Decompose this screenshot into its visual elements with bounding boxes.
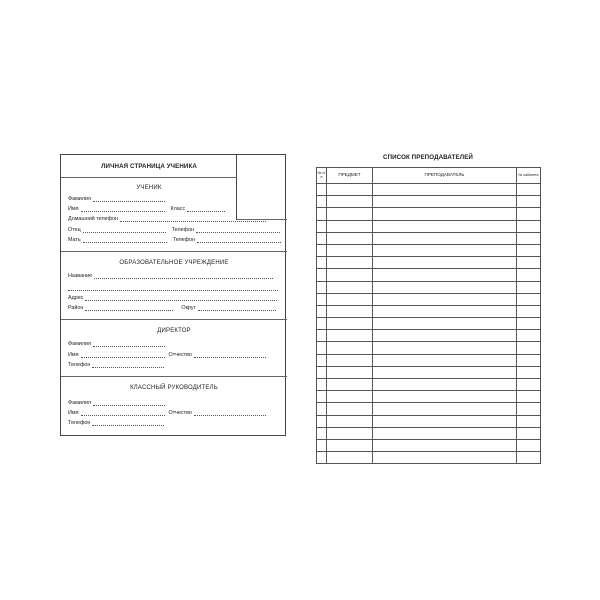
section-divider-3 — [61, 376, 287, 377]
table-row — [317, 293, 541, 305]
table-cell[interactable] — [373, 354, 517, 366]
teachers-list-title: СПИСОК ПРЕПОДАВАТЕЛЕЙ — [383, 154, 473, 161]
table-row — [317, 403, 541, 415]
table-cell[interactable] — [317, 452, 327, 464]
table-cell[interactable] — [327, 196, 373, 208]
table-cell[interactable] — [517, 244, 541, 256]
student-class-field[interactable] — [187, 206, 225, 212]
table-cell[interactable] — [327, 184, 373, 196]
table-cell[interactable] — [317, 354, 327, 366]
table-cell[interactable] — [327, 220, 373, 232]
table-cell[interactable] — [317, 427, 327, 439]
table-cell[interactable] — [373, 415, 517, 427]
teachers-table — [316, 167, 541, 464]
school-heading: ОБРАЗОВАТЕЛЬНОЕ УЧРЕЖДЕНИЕ — [119, 260, 229, 266]
table-row — [317, 184, 541, 196]
class-teacher-heading: КЛАССНЫЙ РУКОВОДИТЕЛЬ — [130, 385, 218, 391]
school-district-row[interactable]: Район Округ — [68, 305, 276, 311]
school-address-field[interactable] — [85, 295, 277, 301]
school-district-field[interactable] — [85, 305, 173, 311]
table-row — [317, 427, 541, 439]
table-cell[interactable] — [317, 403, 327, 415]
director-phone-row[interactable]: Телефон — [68, 362, 164, 368]
class-teacher-patronymic-field[interactable] — [194, 410, 266, 416]
table-row — [317, 232, 541, 244]
class-teacher-name-field[interactable] — [81, 410, 165, 416]
table-cell[interactable] — [317, 439, 327, 451]
table-cell[interactable] — [317, 391, 327, 403]
table-cell[interactable] — [327, 366, 373, 378]
table-cell[interactable] — [373, 281, 517, 293]
table-row — [317, 318, 541, 330]
father-phone-field[interactable] — [196, 227, 280, 233]
table-cell[interactable] — [517, 293, 541, 305]
table-row — [317, 366, 541, 378]
table-row — [317, 415, 541, 427]
table-cell[interactable] — [327, 318, 373, 330]
table-row — [317, 379, 541, 391]
col-room-header: № кабинета — [517, 168, 541, 184]
table-row — [317, 269, 541, 281]
table-cell[interactable] — [327, 354, 373, 366]
table-cell[interactable] — [327, 415, 373, 427]
table-cell[interactable] — [327, 427, 373, 439]
director-surname-field[interactable] — [93, 341, 165, 347]
table-cell[interactable] — [517, 452, 541, 464]
table-cell[interactable] — [317, 379, 327, 391]
table-cell[interactable] — [327, 281, 373, 293]
father-row[interactable]: Отец Телефон — [68, 227, 280, 233]
table-cell[interactable] — [373, 452, 517, 464]
table-row — [317, 208, 541, 220]
table-cell[interactable] — [373, 244, 517, 256]
school-okrug-field[interactable] — [198, 305, 276, 311]
table-cell[interactable] — [327, 330, 373, 342]
table-cell[interactable] — [373, 403, 517, 415]
home-phone-row[interactable]: Домашний телефон — [68, 216, 266, 222]
table-cell[interactable] — [373, 257, 517, 269]
table-cell[interactable] — [517, 439, 541, 451]
table-cell[interactable] — [517, 208, 541, 220]
table-cell[interactable] — [517, 342, 541, 354]
table-cell[interactable] — [317, 366, 327, 378]
table-cell[interactable] — [517, 427, 541, 439]
page-title: ЛИЧНАЯ СТРАНИЦА УЧЕНИКА — [101, 163, 197, 170]
table-cell[interactable] — [517, 354, 541, 366]
table-cell[interactable] — [373, 391, 517, 403]
table-cell[interactable] — [327, 269, 373, 281]
table-cell[interactable] — [517, 318, 541, 330]
school-name-row[interactable]: Название — [68, 273, 273, 279]
table-cell[interactable] — [327, 391, 373, 403]
table-cell[interactable] — [517, 379, 541, 391]
table-cell[interactable] — [317, 244, 327, 256]
table-cell[interactable] — [517, 232, 541, 244]
table-cell[interactable] — [373, 196, 517, 208]
table-cell[interactable] — [327, 439, 373, 451]
table-row — [317, 220, 541, 232]
table-cell[interactable] — [373, 342, 517, 354]
table-cell[interactable] — [517, 366, 541, 378]
table-cell[interactable] — [327, 257, 373, 269]
student-surname-row[interactable]: Фамилия — [68, 196, 165, 202]
table-cell[interactable] — [373, 220, 517, 232]
table-row — [317, 439, 541, 451]
director-name-field[interactable] — [81, 352, 165, 358]
table-cell[interactable] — [373, 366, 517, 378]
table-cell[interactable] — [327, 342, 373, 354]
director-name-row[interactable]: Имя Отчество — [68, 352, 266, 358]
photo-box — [236, 154, 286, 220]
class-teacher-name-row[interactable]: Имя Отчество — [68, 410, 266, 416]
table-cell[interactable] — [373, 208, 517, 220]
table-cell[interactable] — [517, 184, 541, 196]
table-cell[interactable] — [517, 257, 541, 269]
table-row — [317, 196, 541, 208]
table-row — [317, 330, 541, 342]
table-cell[interactable] — [327, 305, 373, 317]
table-cell[interactable] — [327, 293, 373, 305]
table-cell[interactable] — [517, 403, 541, 415]
student-name-field[interactable] — [81, 206, 165, 212]
table-row — [317, 244, 541, 256]
table-cell[interactable] — [317, 415, 327, 427]
col-subject-header: ПРЕДМЕТ — [327, 168, 373, 184]
table-cell[interactable] — [373, 379, 517, 391]
table-cell[interactable] — [517, 305, 541, 317]
table-cell[interactable] — [373, 269, 517, 281]
table-row — [317, 257, 541, 269]
col-num-header: № п/п — [317, 168, 327, 184]
table-cell[interactable] — [373, 330, 517, 342]
school-address-row[interactable]: Адрес — [68, 295, 277, 301]
table-row — [317, 452, 541, 464]
table-cell[interactable] — [317, 342, 327, 354]
table-cell[interactable] — [327, 244, 373, 256]
table-row — [317, 354, 541, 366]
table-cell[interactable] — [317, 257, 327, 269]
father-field[interactable] — [83, 227, 166, 233]
table-cell[interactable] — [327, 208, 373, 220]
class-teacher-phone-row[interactable]: Телефон — [68, 420, 164, 426]
school-name-extra-row[interactable] — [68, 285, 278, 291]
table-cell[interactable] — [517, 269, 541, 281]
teachers-table-body — [317, 184, 541, 464]
table-cell[interactable] — [317, 208, 327, 220]
table-row — [317, 281, 541, 293]
director-phone-field[interactable] — [92, 362, 164, 368]
table-row — [317, 305, 541, 317]
table-cell[interactable] — [317, 281, 327, 293]
table-cell[interactable] — [327, 452, 373, 464]
table-cell[interactable] — [373, 305, 517, 317]
director-patronymic-field[interactable] — [194, 352, 266, 358]
table-cell[interactable] — [373, 318, 517, 330]
table-cell[interactable] — [327, 379, 373, 391]
table-header-row — [317, 168, 541, 184]
table-cell[interactable] — [317, 318, 327, 330]
home-phone-field[interactable] — [120, 216, 266, 222]
director-heading: ДИРЕКТОР — [157, 328, 191, 334]
table-cell[interactable] — [327, 232, 373, 244]
class-teacher-phone-field[interactable] — [92, 420, 164, 426]
table-cell[interactable] — [317, 293, 327, 305]
table-cell[interactable] — [373, 293, 517, 305]
section-divider-2 — [61, 319, 287, 320]
table-cell[interactable] — [517, 415, 541, 427]
table-cell[interactable] — [517, 391, 541, 403]
student-name-row[interactable]: Имя Класс — [68, 206, 225, 212]
school-name-extra-field[interactable] — [68, 285, 278, 291]
table-row — [317, 391, 541, 403]
table-cell[interactable] — [317, 305, 327, 317]
mother-phone-field[interactable] — [197, 237, 281, 243]
student-heading: УЧЕНИК — [136, 185, 162, 191]
table-cell[interactable] — [317, 330, 327, 342]
table-cell[interactable] — [317, 184, 327, 196]
class-teacher-surname-row[interactable]: Фамилия — [68, 400, 165, 406]
class-teacher-surname-field[interactable] — [93, 400, 165, 406]
table-cell[interactable] — [373, 184, 517, 196]
table-cell[interactable] — [373, 439, 517, 451]
table-cell[interactable] — [517, 330, 541, 342]
table-cell[interactable] — [517, 220, 541, 232]
table-cell[interactable] — [373, 232, 517, 244]
mother-row[interactable]: Мать Телефон — [68, 237, 281, 243]
table-cell[interactable] — [327, 403, 373, 415]
title-divider — [61, 177, 237, 178]
table-row — [317, 342, 541, 354]
director-surname-row[interactable]: Фамилия — [68, 341, 165, 347]
teachers-list-page — [312, 154, 544, 440]
table-cell[interactable] — [317, 269, 327, 281]
table-cell[interactable] — [317, 196, 327, 208]
table-cell[interactable] — [373, 427, 517, 439]
table-cell[interactable] — [317, 220, 327, 232]
section-divider-1 — [61, 251, 287, 252]
col-teacher-header: ПРЕПОДАВАТЕЛЬ — [373, 168, 517, 184]
table-cell[interactable] — [517, 196, 541, 208]
student-personal-page — [60, 154, 286, 436]
table-cell[interactable] — [317, 232, 327, 244]
student-surname-field[interactable] — [93, 196, 165, 202]
mother-field[interactable] — [83, 237, 167, 243]
table-cell[interactable] — [517, 281, 541, 293]
school-name-field[interactable] — [94, 273, 273, 279]
